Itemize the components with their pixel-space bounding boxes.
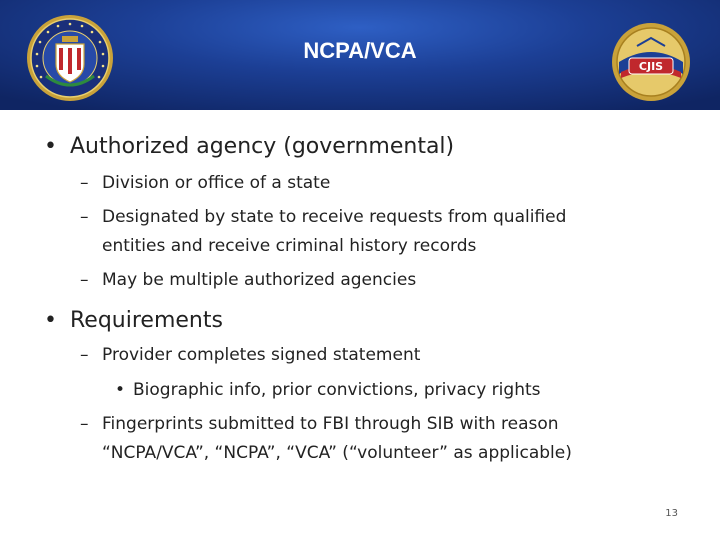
subbullet-multiple <box>80 270 417 290</box>
subbullet-fingerprints <box>80 414 559 434</box>
bullet-marker: • <box>44 308 57 333</box>
subsubbullet-text: Biographic info, prior convictions, privacy rights <box>133 380 541 400</box>
subbullet-text: Designated by state to receive requests from qualified <box>102 207 567 227</box>
bullet-requirements <box>44 308 223 333</box>
dash-marker: – <box>80 345 89 365</box>
bullet-marker: • <box>44 134 57 159</box>
subbullet-designated-continued <box>102 236 476 256</box>
subbullet-text: Provider completes signed statement <box>102 345 421 365</box>
dash-marker: – <box>80 207 89 227</box>
subbullet-text: Division or office of a state <box>102 173 331 193</box>
bullet-text: Authorized agency (governmental) <box>70 134 455 159</box>
bullet-text: Requirements <box>70 308 223 333</box>
subbullet-provider <box>80 345 421 365</box>
dash-marker: – <box>80 414 89 434</box>
dash-marker: – <box>80 173 89 193</box>
subbullet-division <box>80 173 331 193</box>
subbullet-text: May be multiple authorized agencies <box>102 270 417 290</box>
subbullet-text: “NCPA/VCA”, “NCPA”, “VCA” (“volunteer” as applicable) <box>102 443 572 463</box>
bullet-authorized-agency <box>44 134 455 159</box>
slide-title: NCPA/VCA <box>303 38 417 63</box>
dash-marker: – <box>80 270 89 290</box>
subsubbullet-biographic <box>115 380 541 400</box>
subbullet-text: Fingerprints submitted to FBI through SIB with reason <box>102 414 559 434</box>
subbullet-fingerprints-continued <box>102 443 572 463</box>
page-number: 13 <box>665 508 678 519</box>
subbullet-text: entities and receive criminal history records <box>102 236 477 256</box>
cjis-logo-text: CJIS <box>638 60 664 73</box>
subbullet-designated <box>80 207 567 227</box>
bullet-marker: • <box>115 380 126 400</box>
